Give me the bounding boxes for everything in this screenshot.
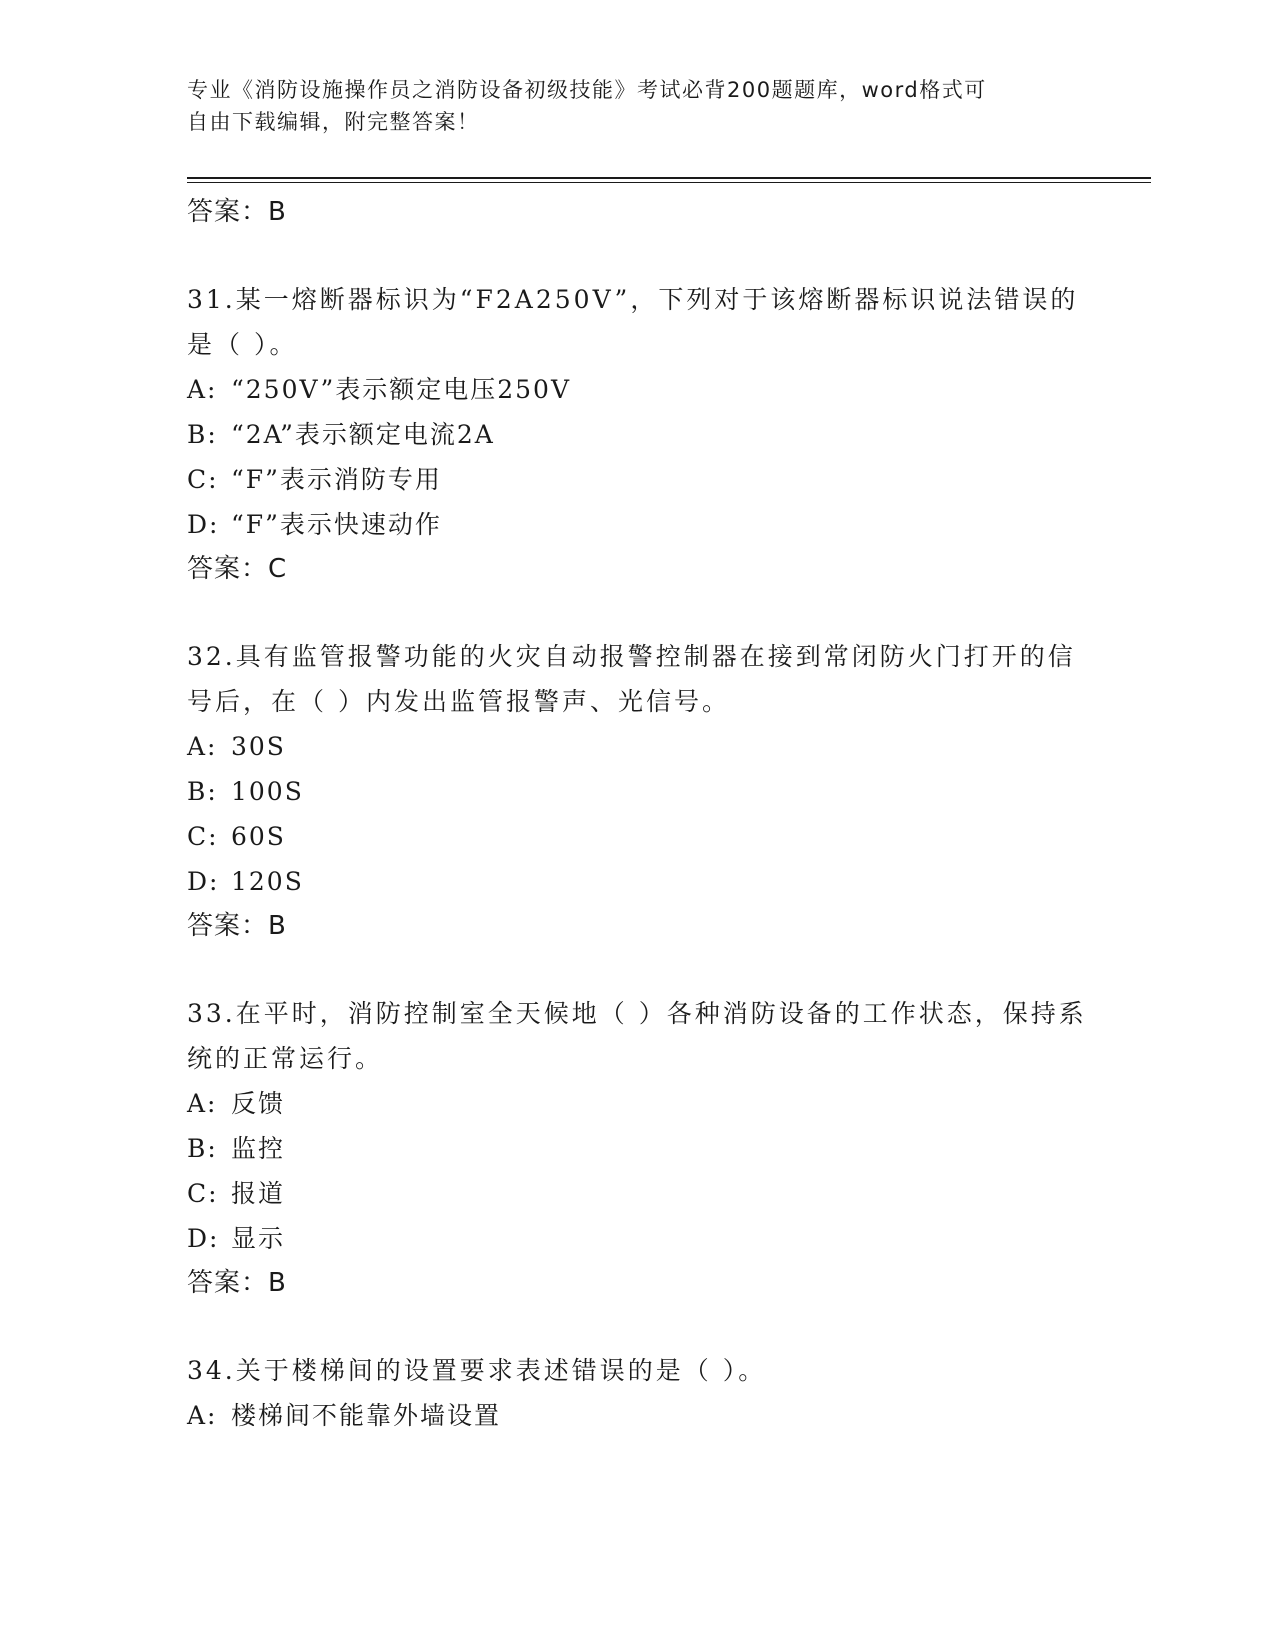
previous-answer: 答案：B [187,197,287,227]
question-text: 32.具有监管报警功能的火灾自动报警控制器在接到常闭防火门打开的信号后，在（ ）内发出监管报警声、光信号。 [187,642,1076,716]
option-text: 120S [231,867,304,896]
option-text: “250V”表示额定电压250V [231,375,572,404]
option-letter: C: [187,1179,219,1208]
question-text: 33.在平时，消防控制室全天候地（ ）各种消防设备的工作状态，保持系统的正常运行。 [187,999,1087,1073]
question-31 [187,277,1087,592]
option-letter: A: [187,732,218,761]
option-letter: B: [187,777,218,806]
option-text: 100S [231,777,304,806]
option-d [187,859,1087,904]
option-letter: A: [187,375,218,404]
option-text: 60S [231,822,286,851]
answer: 答案：C [187,554,288,584]
answer: 答案：B [187,911,287,941]
option-a [187,1393,1087,1438]
option-a [187,367,1087,412]
question-32 [187,634,1087,949]
option-a [187,1081,1087,1126]
option-d [187,1216,1087,1261]
option-text: “F”表示快速动作 [231,510,442,539]
option-letter: B: [187,420,218,449]
option-text: “F”表示消防专用 [231,465,442,494]
document-header [187,74,1087,138]
option-a [187,724,1087,769]
option-text: 30S [231,732,286,761]
option-letter: D: [187,510,220,539]
question-text: 34.关于楼梯间的设置要求表述错误的是（ ）。 [187,1356,767,1385]
header-rule-thin [187,182,1151,183]
option-text: 显示 [231,1224,286,1253]
answer: 答案：B [187,1268,287,1298]
option-c [187,457,1087,502]
option-letter: D: [187,867,220,896]
option-letter: A: [187,1089,218,1118]
option-b [187,412,1087,457]
option-letter: C: [187,465,219,494]
option-b [187,1126,1087,1171]
option-text: 监控 [231,1134,286,1163]
option-letter: B: [187,1134,218,1163]
option-text: 报道 [231,1179,286,1208]
option-c [187,814,1087,859]
question-list [187,190,1087,1438]
question-34 [187,1348,1087,1438]
question-33 [187,991,1087,1306]
question-text: 31.某一熔断器标识为“F2A250V”，下列对于该熔断器标识说法错误的是（ ）。 [187,285,1079,359]
option-b [187,769,1087,814]
option-text: 反馈 [231,1089,286,1118]
header-line-1: 专业《消防设施操作员之消防设备初级技能》考试必背200题题库，word格式可 [187,78,987,102]
option-text: 楼梯间不能靠外墙设置 [231,1401,502,1430]
option-c [187,1171,1087,1216]
header-line-2: 自由下载编辑，附完整答案！ [187,110,480,134]
header-rule-thick [187,177,1151,179]
option-letter: D: [187,1224,220,1253]
option-d [187,502,1087,547]
option-text: “2A”表示额定电流2A [231,420,495,449]
option-letter: A: [187,1401,218,1430]
option-letter: C: [187,822,219,851]
